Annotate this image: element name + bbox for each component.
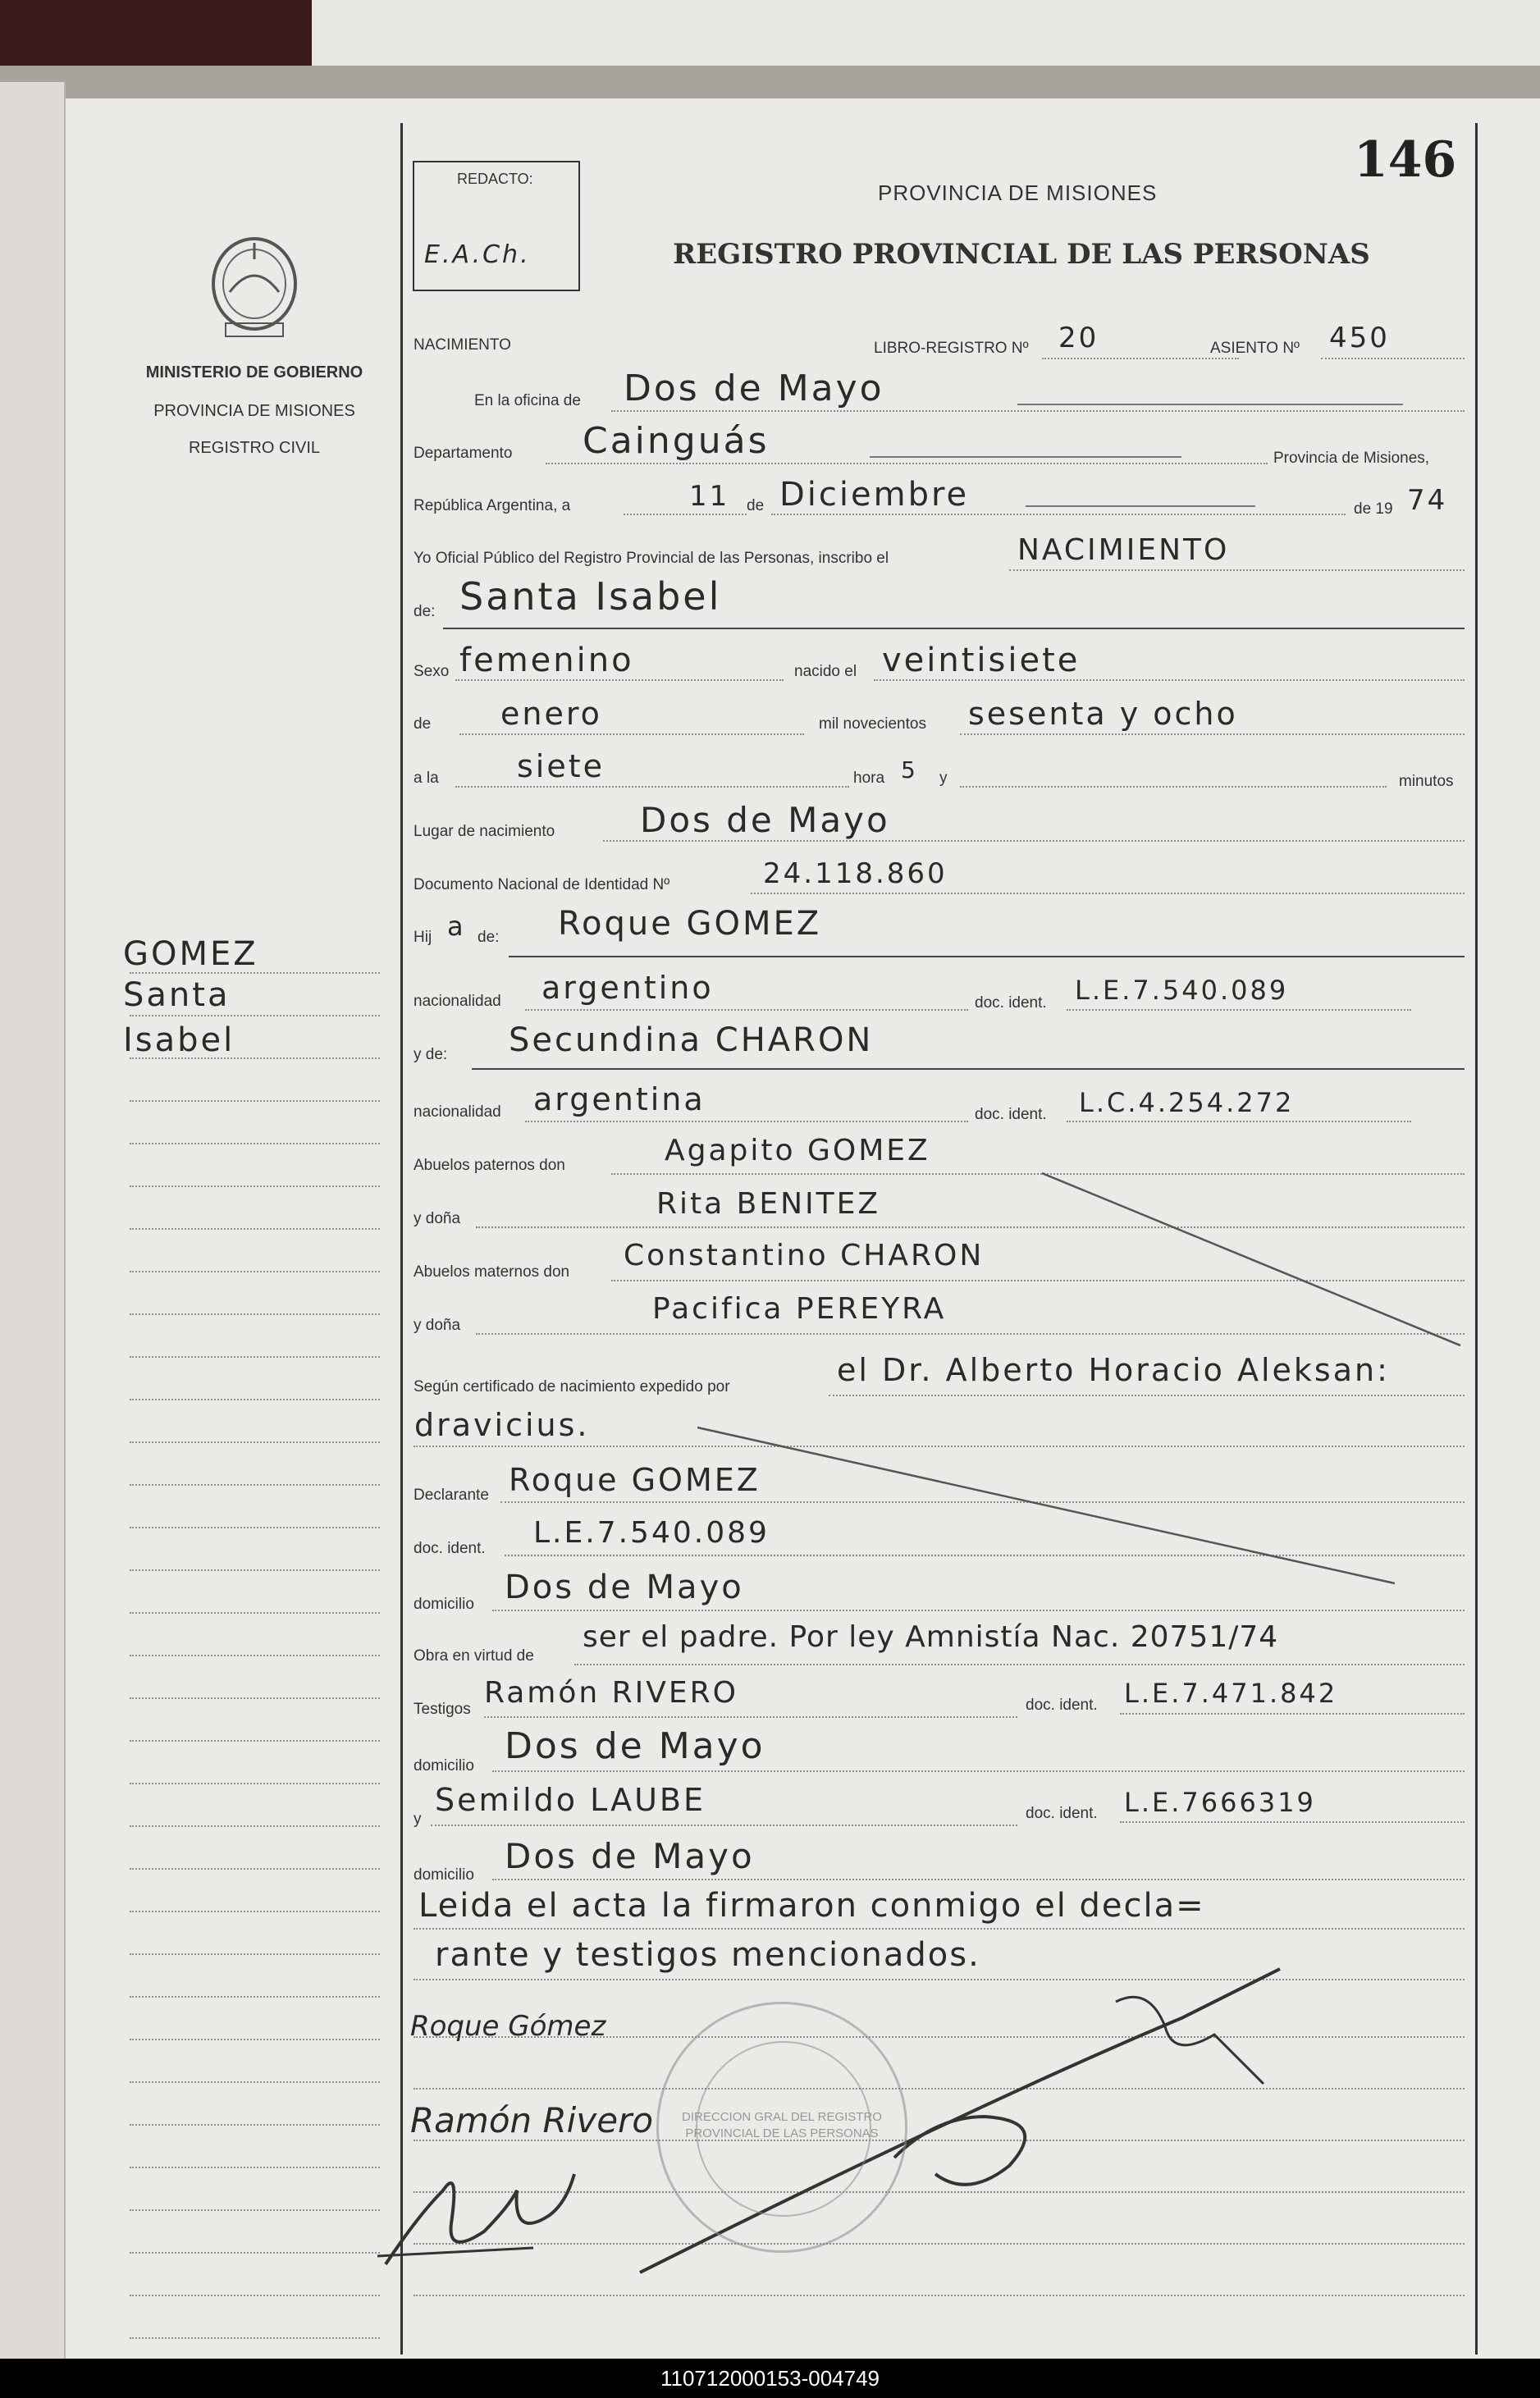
label-y-testigo2: y xyxy=(414,1811,422,1828)
value-obra: ser el padre. Por ley Amnistía Nac. 20751/74 xyxy=(583,1620,1279,1654)
value-nacido-mes: enero xyxy=(500,696,602,732)
value-padre-doc: L.E.7.540.089 xyxy=(1075,975,1289,1006)
label-hijo: Hij xyxy=(414,929,432,946)
label-y-dona-pat: y doña xyxy=(414,1210,461,1227)
value-nacido-dia: veintisiete xyxy=(882,642,1081,679)
value-hora: siete xyxy=(517,748,605,784)
label-segun: Según certificado de nacimiento expedido por xyxy=(414,1378,730,1395)
label-declarante-dom: domicilio xyxy=(414,1596,474,1613)
value-testigo1-doc: L.E.7.471.842 xyxy=(1124,1678,1338,1709)
value-testigo2: Semildo LAUBE xyxy=(435,1782,706,1818)
margin-surname: GOMEZ xyxy=(123,935,258,973)
value-testigo2-dom: Dos de Mayo xyxy=(505,1836,755,1876)
label-nac-madre: nacionalidad xyxy=(414,1103,501,1121)
value-madre: Secundina CHARON xyxy=(509,1021,874,1059)
value-oficina: Dos de Mayo xyxy=(624,368,884,409)
label-nacido: nacido el xyxy=(794,663,857,680)
label-mil: mil novecientos xyxy=(819,715,926,733)
value-testigo1: Ramón RIVERO xyxy=(484,1676,738,1710)
value-dni: 24.118.860 xyxy=(763,857,948,890)
label-y-de: y de: xyxy=(414,1046,448,1063)
signature-roque: Roque Gómez xyxy=(410,2010,606,2043)
label-nac-padre: nacionalidad xyxy=(414,993,501,1010)
left-province-label: PROVINCIA DE MISIONES xyxy=(153,402,355,420)
value-declarante-dom: Dos de Mayo xyxy=(505,1569,744,1606)
value-testigo1-dom: Dos de Mayo xyxy=(505,1725,765,1767)
value-cierre-1: Leida el acta la firmaron conmigo el decla= xyxy=(418,1887,1205,1925)
label-lugar: Lugar de nacimiento xyxy=(414,823,555,840)
value-sexo: femenino xyxy=(459,642,634,679)
label-abuelos-pat: Abuelos paternos don xyxy=(414,1157,565,1174)
label-a-la: a la xyxy=(414,770,439,787)
label-sexo: Sexo xyxy=(414,663,450,680)
value-madre-doc: L.C.4.254.272 xyxy=(1079,1087,1295,1118)
footer-id: 110712000153-004749 xyxy=(0,2359,1540,2398)
value-dia: 11 xyxy=(689,480,730,513)
value-abuelo-mat: Constantino CHARON xyxy=(624,1239,985,1272)
label-declarante-doc: doc. ident. xyxy=(414,1540,486,1557)
label-de2: de xyxy=(414,715,432,733)
label-libro: LIBRO-REGISTRO Nº xyxy=(874,340,1029,357)
value-hora-num: 5 xyxy=(901,756,918,783)
value-padre-nac: argentino xyxy=(542,970,714,1006)
value-medico-1: el Dr. Alberto Horacio Aleksan: xyxy=(837,1352,1390,1388)
value-acto: NACIMIENTO xyxy=(1017,533,1230,567)
registry-label: REGISTRO CIVIL xyxy=(188,439,321,457)
label-minutos: minutos xyxy=(1399,773,1454,790)
value-hijo-letra: a xyxy=(447,911,466,942)
header-province: PROVINCIA DE MISIONES xyxy=(878,180,1158,205)
label-testigo1-doc: doc. ident. xyxy=(1026,1697,1098,1714)
margin-name2: Isabel xyxy=(123,1021,235,1059)
page-number: 146 xyxy=(1354,131,1457,189)
redacto-initials: E.A.Ch. xyxy=(424,240,531,269)
label-declarante: Declarante xyxy=(414,1487,489,1504)
label-testigo2-dom: domicilio xyxy=(414,1866,474,1884)
label-oficina: En la oficina de xyxy=(474,392,581,409)
margin-name1: Santa xyxy=(123,976,231,1014)
label-y-dona-mat: y doña xyxy=(414,1317,461,1334)
label-provincia: Provincia de Misiones, xyxy=(1273,450,1430,467)
label-hijo-de: de: xyxy=(478,929,500,946)
label-nacimiento: NACIMIENTO xyxy=(414,336,511,354)
value-cierre-2: rante y testigos mencionados. xyxy=(435,1936,980,1974)
redacto-label: REDACTO: xyxy=(457,171,533,187)
value-declarante-doc: L.E.7.540.089 xyxy=(533,1516,770,1550)
value-medico-2: dravicius. xyxy=(414,1407,590,1443)
value-nacido-anio: sesenta y ocho xyxy=(968,696,1238,732)
label-doc-padre: doc. ident. xyxy=(975,994,1047,1012)
value-lugar: Dos de Mayo xyxy=(640,800,890,840)
value-abuelo-pat: Agapito GOMEZ xyxy=(665,1134,930,1167)
label-testigo2-doc: doc. ident. xyxy=(1026,1805,1098,1822)
label-dni: Documento Nacional de Identidad Nº xyxy=(414,876,670,893)
header-title: REGISTRO PROVINCIAL DE LAS PERSONAS xyxy=(673,238,1370,271)
label-y: y xyxy=(939,770,948,787)
value-asiento: 450 xyxy=(1329,322,1390,354)
label-doc-madre: doc. ident. xyxy=(975,1106,1047,1123)
value-madre-nac: argentina xyxy=(533,1081,706,1117)
label-hora: hora xyxy=(853,770,885,787)
label-testigo1-dom: domicilio xyxy=(414,1757,474,1775)
value-abuela-pat: Rita BENITEZ xyxy=(656,1187,881,1221)
label-republica: República Argentina, a xyxy=(414,497,571,514)
value-testigo2-doc: L.E.7666319 xyxy=(1124,1787,1316,1818)
label-testigos: Testigos xyxy=(414,1701,471,1718)
label-asiento: ASIENTO Nº xyxy=(1210,340,1300,357)
value-anio: 74 xyxy=(1407,484,1448,517)
value-departamento: Cainguás xyxy=(583,420,770,462)
value-mes: Diciembre xyxy=(779,476,970,514)
value-abuela-mat: Pacifica PEREYRA xyxy=(652,1292,947,1326)
label-de19: de 19 xyxy=(1354,500,1393,518)
value-declarante: Roque GOMEZ xyxy=(509,1462,761,1498)
value-nombre: Santa Isabel xyxy=(459,574,722,619)
label-de-nombre: de: xyxy=(414,603,436,620)
label-yo-oficial: Yo Oficial Público del Registro Provincial de las Personas, inscribo el xyxy=(414,550,889,567)
label-abuelos-mat: Abuelos maternos don xyxy=(414,1263,570,1281)
label-departamento: Departamento xyxy=(414,445,513,462)
label-obra: Obra en virtud de xyxy=(414,1647,534,1665)
stamp-text: DIRECCION GRAL DEL REGISTRO PROVINCIAL DE LAS PERSONAS xyxy=(682,2110,882,2140)
signature-ramon: Ramón Rivero xyxy=(410,2100,654,2140)
label-de-mes: de xyxy=(747,497,765,514)
value-libro: 20 xyxy=(1058,322,1099,354)
ministry-label: MINISTERIO DE GOBIERNO xyxy=(145,363,363,381)
value-padre: Roque GOMEZ xyxy=(558,905,822,943)
